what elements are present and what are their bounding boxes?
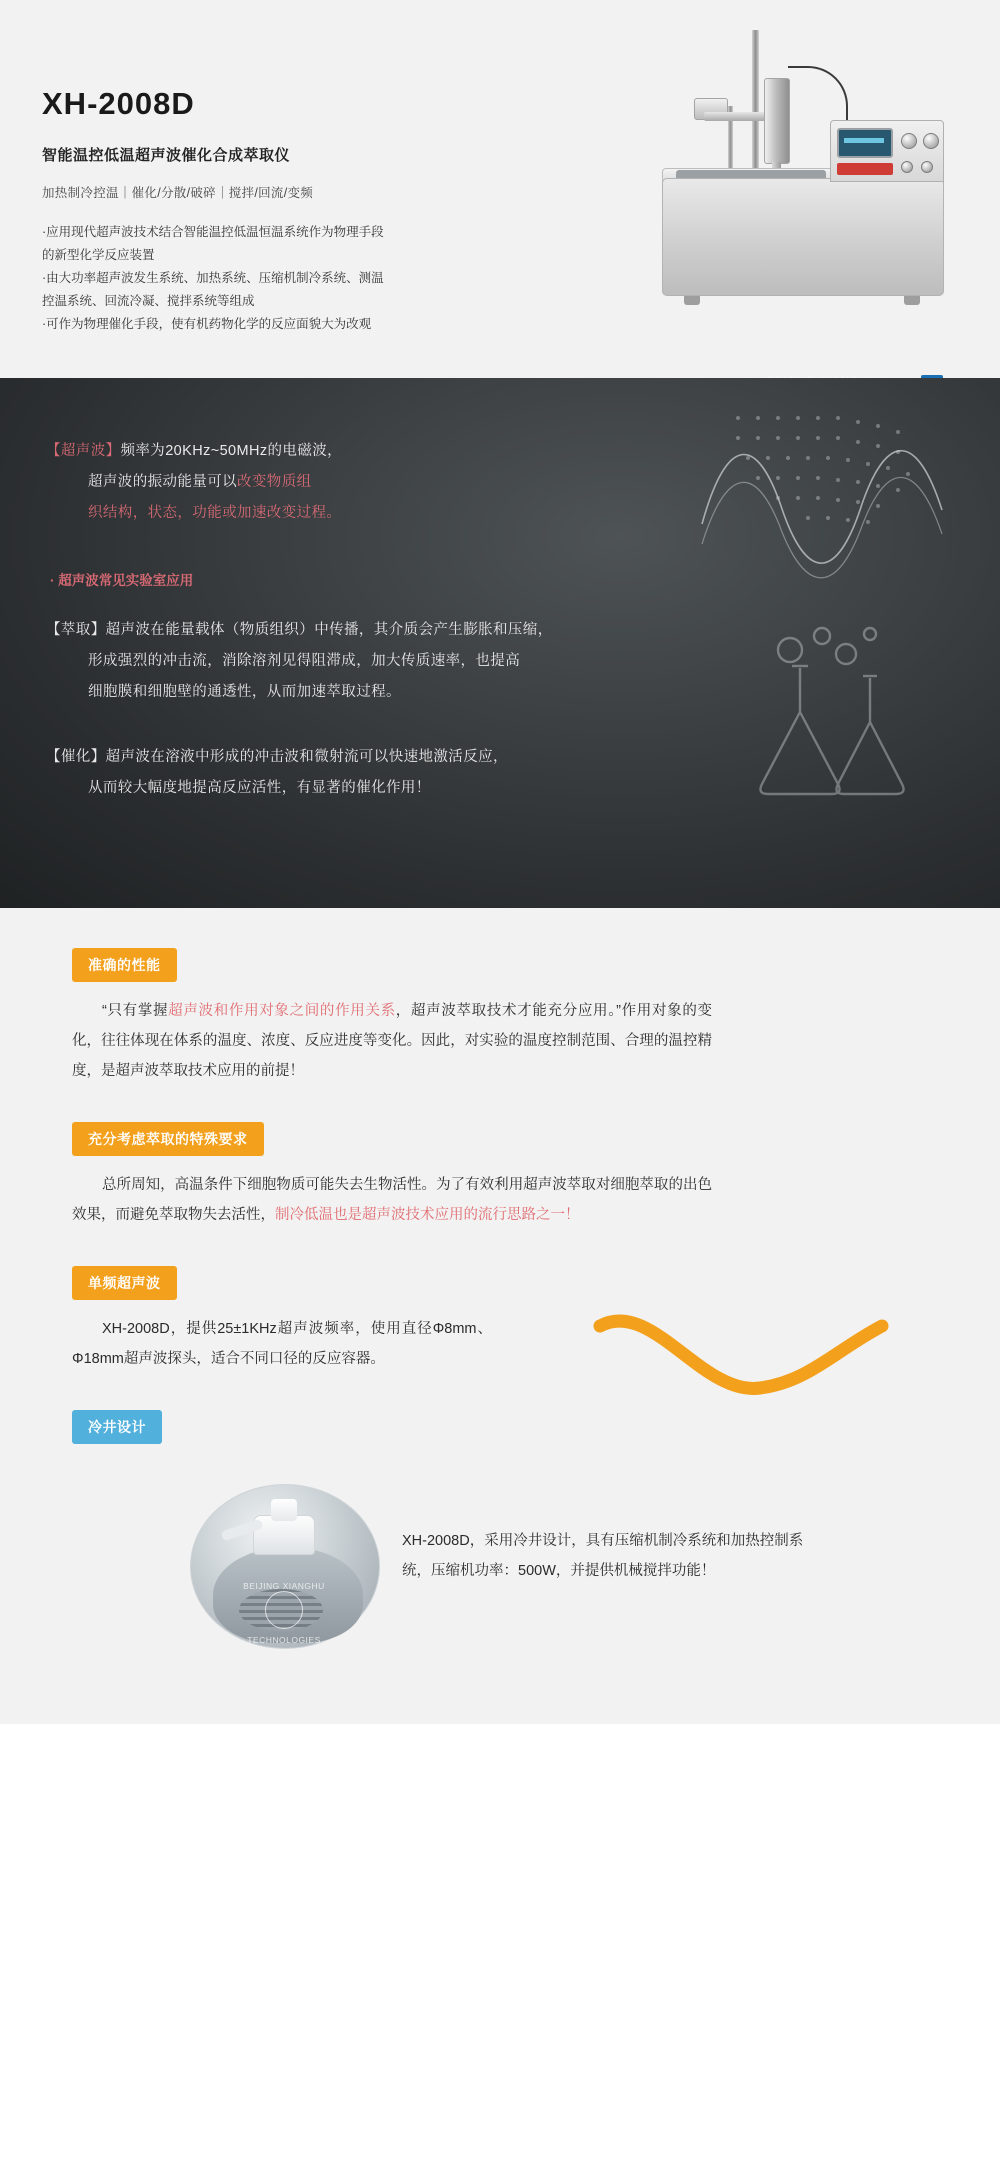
control-knob (901, 161, 913, 173)
hero-bullet-line: ·应用现代超声波技术结合智能温控低温恒温系统作为物理手段 (42, 225, 384, 239)
features-section (0, 908, 1000, 1724)
ultrasound-line-1 (46, 436, 660, 467)
hero-bullet-list (42, 221, 522, 335)
extraction-line-2: 形成强烈的冲击流，消除溶剂见得阻滞成，加大传质速率，也提高 (88, 653, 521, 669)
feature-tag-performance: 准确的性能 (72, 948, 177, 982)
control-panel (830, 120, 944, 182)
cross-arm (704, 112, 770, 121)
feature-tag-single-frequency: 单频超声波 (72, 1266, 177, 1300)
ultrasonic-horn (764, 78, 790, 164)
catalysis-block (46, 742, 660, 804)
feature-block-single-frequency (72, 1266, 712, 1374)
hero-bullet-line: ·由大功率超声波发生系统、加热系统、压缩机制冷系统、测温 (42, 271, 384, 285)
stand-pole (752, 30, 759, 180)
catalysis-line1-text: 超声波在溶液中形成的冲击波和微射流可以快速地激活反应， (105, 749, 508, 765)
control-knob (901, 133, 917, 149)
extraction-line-1 (46, 615, 660, 646)
flask-icon (730, 616, 940, 816)
hero-section (0, 0, 1000, 378)
hero-bullet-line: ·可作为物理催化手段，使有机药物化学的反应面貌大为改观 (42, 317, 372, 331)
photo-watermark-top: BEIJING XIANGHU (243, 1581, 325, 1591)
perf-highlight: 超声波和作用对象之间的作用关系 (168, 1003, 396, 1019)
ultrasound-line1-rest: 频率为20KHz~50MHz的电磁波， (120, 443, 343, 459)
cable (788, 66, 848, 126)
ultrasound-line-2 (46, 467, 660, 498)
ultrasound-line2-highlight: 改变物质组 (237, 474, 312, 490)
ultrasound-line-3: 织结构，状态，功能或加速改变过程。 (88, 505, 342, 521)
control-knob (921, 161, 933, 173)
spacer (0, 1230, 1000, 1266)
catalysis-line-2: 从而较大幅度地提高反应活性，有显著的催化作用！ (88, 780, 431, 796)
principles-section (0, 378, 1000, 908)
photo-watermark-bottom: TECHNOLOGIES (247, 1635, 321, 1645)
hero-subtitle: 智能温控低温超声波催化合成萃取仪 (42, 147, 291, 164)
perf-lead: “只有掌握 (102, 1003, 169, 1019)
feature-paragraph-extraction-requirements (72, 1170, 712, 1230)
panel-red-strip (837, 163, 893, 175)
extraction-block (46, 615, 660, 708)
page-title: XH-2008D (42, 86, 195, 121)
feature-block-cold-well (72, 1410, 804, 1664)
reactor-neck (271, 1499, 297, 1521)
perf-rest: ，超声波萃取技术才能充分应用。”作用对象的变化，往往体现在体系的温度、浓度、反应进度等变化。因此，对实验的温度控制范围、合理的温控精度，是超声波萃取技术应用的前提！ (72, 1003, 712, 1079)
display-screen (837, 128, 893, 158)
feature-block-extraction-requirements (72, 1122, 712, 1230)
cold-well-photo (190, 1484, 380, 1649)
ultrasound-block (46, 436, 660, 529)
spacer (0, 1086, 1000, 1122)
lab-application-heading: · 超声波常见实验室应用 (50, 573, 194, 588)
control-knob (923, 133, 939, 149)
hero-feature-tags: 加热制冷控温｜催化/分散/破碎｜搅拌/回流/变频 (42, 186, 314, 200)
feature-tag-extraction-requirements: 充分考虑萃取的特殊要求 (72, 1122, 264, 1156)
freq-text: XH-2008D，提供25±1KHz超声波频率，使用直径Φ8mm、Φ18mm超声波探头，适合不同口径的反应容器。 (72, 1321, 492, 1367)
product-photo (642, 20, 982, 340)
catalysis-label: 【催化】 (46, 749, 106, 765)
principles-text (0, 378, 660, 804)
feature-paragraph-performance (72, 996, 712, 1086)
ultrasound-label: 【超声波】 (46, 443, 121, 459)
ultrasound-line2-a: 超声波的振动能量可以 (88, 474, 237, 490)
bath-body (662, 178, 944, 296)
feature-block-performance (72, 948, 712, 1086)
req-lead: 总所周知，高温条件下细胞物质可能失去生物活性。为了有效利用超声波萃取对细胞萃取的出色效果，而避免萃取物失去活性， (72, 1177, 712, 1223)
extraction-line-3: 细胞膜和细胞壁的通透性，从而加速萃取过程。 (88, 684, 401, 700)
coldwell-text: XH-2008D，采用冷井设计，具有压缩机制冷系统和加热控制系统，压缩机功率：500W，并提供机械搅拌功能！ (402, 1533, 804, 1579)
feature-tag-cold-well: 冷井设计 (72, 1410, 162, 1444)
sine-wave-icon (702, 414, 962, 584)
feature-paragraph-cold-well (402, 1526, 822, 1586)
hero-text-block (42, 86, 522, 336)
extraction-line1-text: 超声波在能量载体（物质组织）中传播，其介质会产生膨胀和压缩， (105, 622, 553, 638)
watermark-ring-icon (265, 1591, 303, 1629)
photo-watermark (219, 1581, 349, 1645)
orange-swoosh-icon (592, 1304, 892, 1424)
reactor-lid (253, 1515, 315, 1555)
bath-foot (684, 296, 700, 305)
hero-bullet-line: 的新型化学反应装置 (42, 248, 155, 262)
req-highlight: 制冷低温也是超声波技术应用的流行思路之一！ (275, 1207, 580, 1223)
hero-bullet-line: 控温系统、回流冷凝、搅拌系统等组成 (42, 294, 255, 308)
extraction-label: 【萃取】 (46, 622, 106, 638)
cold-well-photo-row (190, 1484, 804, 1664)
bath-foot (904, 296, 920, 305)
catalysis-line-1 (46, 742, 660, 773)
feature-paragraph-single-frequency (72, 1314, 492, 1374)
